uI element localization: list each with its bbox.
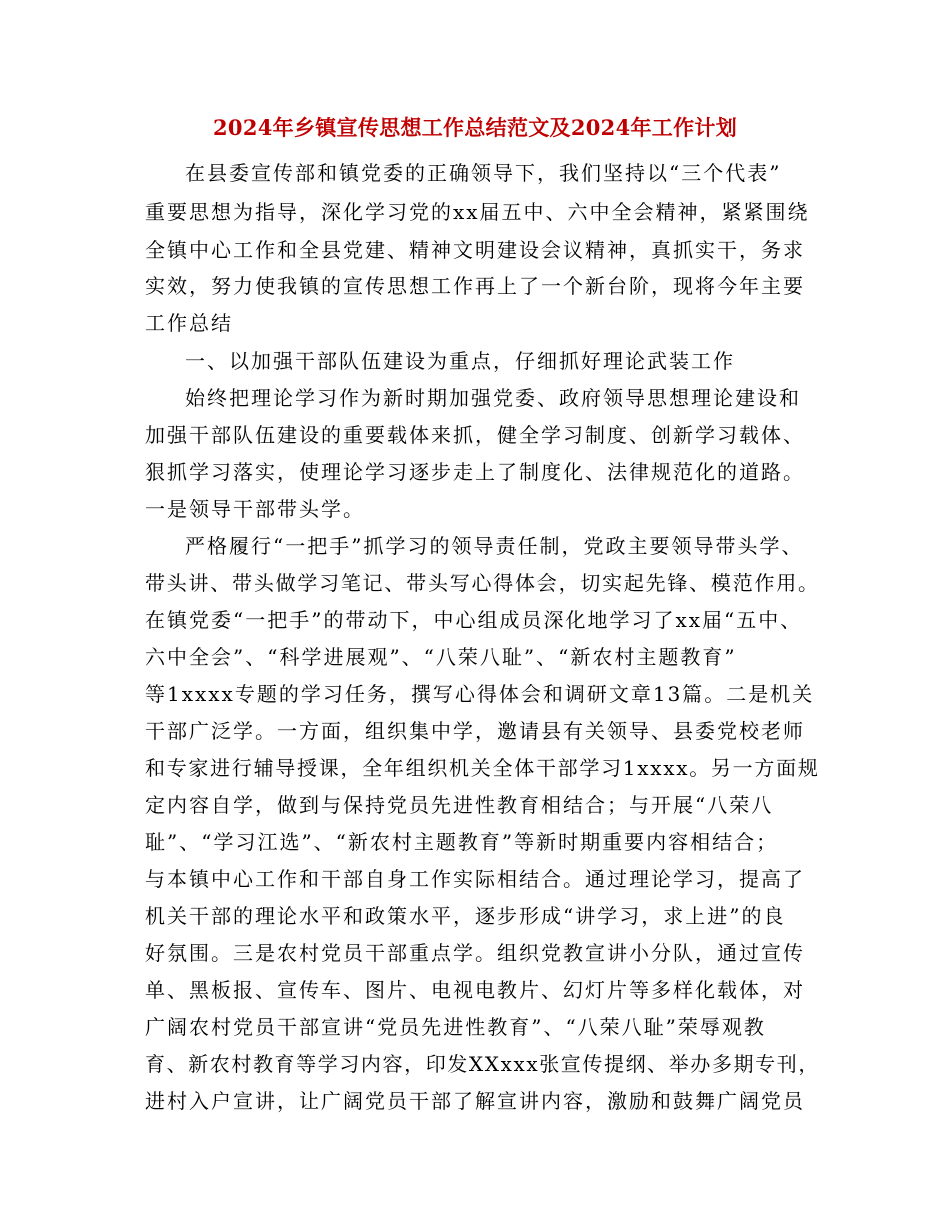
body-line: 单、黑板报、宣传车、图片、电视电教片、幻灯片等多样化载体，对	[145, 978, 805, 1002]
body-line: 全镇中心工作和全县党建、精神文明建设会议精神，真抓实干，务求	[145, 238, 805, 262]
document-title: 2024年乡镇宣传思想工作总结范文及2024年工作计划	[213, 115, 737, 140]
body-line: 重要思想为指导，深化学习党的xx届五中、六中全会精神，紧紧围绕	[145, 200, 810, 224]
body-line: 始终把理论学习作为新时期加强党委、政府领导思想理论建设和	[185, 386, 801, 410]
body-line: 好氛围。三是农村党员干部重点学。组织党教宣讲小分队，通过宣传	[145, 941, 805, 965]
body-line: 狠抓学习落实，使理论学习逐步走上了制度化、法律规范化的道路。	[145, 460, 805, 484]
body-line: 耻”、“学习江选”、“新农村主题教育”等新时期重要内容相结合；	[145, 830, 779, 854]
body-line: 和专家进行辅导授课，全年组织机关全体干部学习1xxxx。另一方面规	[145, 756, 820, 780]
body-line: 严格履行“一把手”抓学习的领导责任制，党政主要领导带头学、	[185, 534, 804, 558]
body-line: 工作总结	[145, 311, 233, 335]
body-line: 广阔农村党员干部宣讲“党员先进性教育”、“八荣八耻”荣辱观教	[145, 1015, 766, 1039]
body-line: 等1xxxx专题的学习任务，撰写心得体会和调研文章13篇。二是机关	[145, 682, 815, 706]
body-line: 一是领导干部带头学。	[145, 497, 365, 521]
body-line: 实效，努力使我镇的宣传思想工作再上了一个新台阶，现将今年主要	[145, 274, 805, 298]
body-line: 六中全会”、“科学进展观”、“八荣八耻”、“新农村主题教育”	[145, 645, 737, 669]
body-line: 在县委宣传部和镇党委的正确领导下，我们坚持以“三个代表”	[185, 161, 782, 185]
body-line: 加强干部队伍建设的重要载体来抓，健全学习制度、创新学习载体、	[145, 423, 805, 447]
section-heading: 一、以加强干部队伍建设为重点，仔细抓好理论武装工作	[185, 349, 735, 373]
body-line: 进村入户宣讲，让广阔党员干部了解宣讲内容，激励和鼓舞广阔党员	[145, 1089, 805, 1113]
body-line: 干部广泛学。一方面，组织集中学，邀请县有关领导、县委党校老师	[145, 719, 805, 743]
body-line: 定内容自学，做到与保持党员先进性教育相结合；与开展“八荣八	[145, 793, 774, 817]
body-line: 在镇党委“一把手”的带动下，中心组成员深化地学习了xx届“五中、	[145, 608, 803, 632]
body-line: 育、新农村教育等学习内容，印发XXxxx张宣传提纲、举办多期专刊，	[145, 1052, 820, 1076]
body-line: 带头讲、带头做学习笔记、带头写心得体会，切实起先锋、模范作用。	[145, 571, 820, 595]
body-line: 机关干部的理论水平和政策水平，逐步形成“讲学习，求上进”的良	[145, 904, 786, 928]
body-line: 与本镇中心工作和干部自身工作实际相结合。通过理论学习，提高了	[145, 867, 805, 891]
